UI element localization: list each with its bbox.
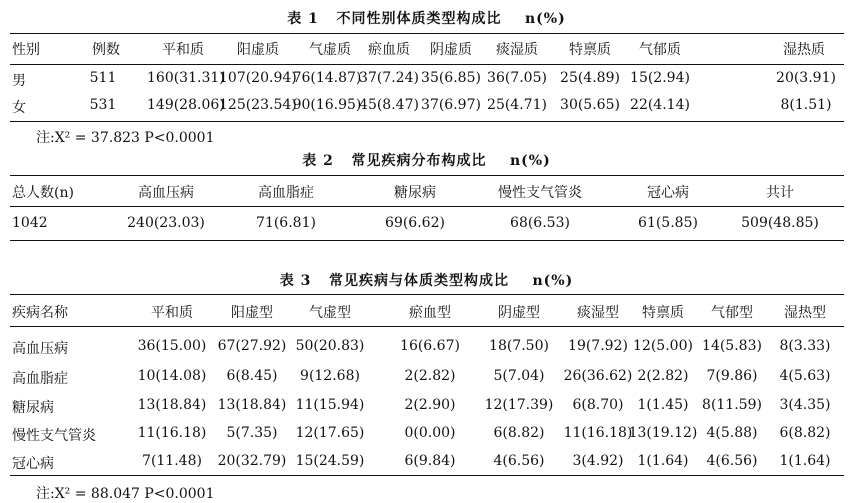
table2-header-cell: 高血压病 bbox=[138, 185, 194, 201]
table3-header-cell: 特禀质 bbox=[642, 305, 684, 321]
table1-cell: 76(14.87) bbox=[292, 70, 362, 86]
table3-cell: 67(27.92) bbox=[217, 338, 287, 354]
table2-bottom-rule bbox=[10, 240, 844, 241]
table1-cell: 37(7.24) bbox=[359, 70, 419, 86]
table3-cell: 13(18.84) bbox=[217, 397, 287, 413]
table1-cell: 149(28.06) bbox=[147, 97, 225, 113]
table3-cell: 2(2.82) bbox=[404, 368, 456, 384]
table1-cell: 35(6.85) bbox=[421, 70, 481, 86]
table3-cell: 5(7.35) bbox=[226, 425, 278, 441]
table1-note: 注:X² = 37.823 P<0.0001 bbox=[36, 130, 215, 146]
table1-header-rule bbox=[10, 64, 844, 65]
table1-header-cell: 平和质 bbox=[162, 42, 204, 58]
table1-cell: 15(2.94) bbox=[630, 70, 690, 86]
table2-cell: 71(6.81) bbox=[256, 215, 316, 231]
table3-cell: 13(18.84) bbox=[137, 397, 207, 413]
table3-cell: 糖尿病 bbox=[12, 400, 54, 416]
table3-cell: 1(1.64) bbox=[637, 453, 689, 469]
table1-cell: 531 bbox=[89, 97, 117, 113]
table3-cell: 12(17.65) bbox=[295, 425, 365, 441]
table1-header-cell: 性别 bbox=[12, 42, 40, 58]
table1-cell: 30(5.65) bbox=[560, 97, 620, 113]
table3-cell: 4(5.88) bbox=[706, 425, 758, 441]
table2-cell: 68(6.53) bbox=[510, 215, 570, 231]
table1-title: 表 1 不同性别体质类型构成比 n(%) bbox=[287, 11, 566, 27]
table2-top-rule bbox=[10, 175, 844, 176]
table3-cell: 2(2.82) bbox=[637, 368, 689, 384]
table3-cell: 26(36.62) bbox=[563, 368, 633, 384]
table1-cell: 20(3.91) bbox=[776, 70, 836, 86]
table1-cell: 511 bbox=[89, 70, 117, 86]
table1-header-cell: 例数 bbox=[92, 42, 120, 58]
table3-cell: 8(3.33) bbox=[779, 338, 831, 354]
table3-header-cell: 湿热型 bbox=[784, 305, 826, 321]
table1-cell: 男 bbox=[12, 73, 26, 89]
table3-cell: 11(16.18) bbox=[137, 425, 207, 441]
table3-cell: 12(5.00) bbox=[633, 338, 693, 354]
table3-cell: 6(8.82) bbox=[493, 425, 545, 441]
table1-cell: 37(6.97) bbox=[421, 97, 481, 113]
table3-cell: 慢性支气管炎 bbox=[12, 428, 96, 444]
table2-cell: 61(5.85) bbox=[638, 215, 698, 231]
table3-bottom-rule bbox=[10, 475, 844, 476]
table3-header-cell: 瘀血型 bbox=[409, 305, 451, 321]
table3-title: 表 3 常见疾病与体质类型构成比 n(%) bbox=[279, 273, 574, 289]
table3-header-cell: 阴虚型 bbox=[498, 305, 540, 321]
table3-cell: 14(5.83) bbox=[702, 338, 762, 354]
table1-cell: 125(23.54) bbox=[219, 97, 297, 113]
table3-cell: 7(11.48) bbox=[142, 453, 202, 469]
table1-header-cell: 阴虚质 bbox=[430, 42, 472, 58]
table3-cell: 0(0.00) bbox=[404, 425, 456, 441]
table3-cell: 20(32.79) bbox=[217, 453, 287, 469]
table1-cell: 160(31.31) bbox=[147, 70, 225, 86]
table1-cell: 107(20.94) bbox=[219, 70, 297, 86]
table1-cell: 36(7.05) bbox=[487, 70, 547, 86]
table3-cell: 1(1.45) bbox=[637, 397, 689, 413]
table2-header-rule bbox=[10, 206, 844, 207]
table3-cell: 11(16.18) bbox=[563, 425, 633, 441]
table3-cell: 15(24.59) bbox=[295, 453, 365, 469]
table2-cell: 1042 bbox=[12, 215, 48, 231]
table1-cell: 25(4.71) bbox=[487, 97, 547, 113]
table3-cell: 1(1.64) bbox=[779, 453, 831, 469]
table3-cell: 16(6.67) bbox=[400, 338, 460, 354]
table1-cell: 90(16.95) bbox=[292, 97, 362, 113]
table3-cell: 6(8.45) bbox=[226, 368, 278, 384]
table3-cell: 10(14.08) bbox=[137, 368, 207, 384]
table2-header-cell: 总人数(n) bbox=[12, 185, 74, 201]
table3-header-cell: 气郁型 bbox=[711, 305, 753, 321]
table3-cell: 18(7.50) bbox=[489, 338, 549, 354]
table3-header-cell: 气虚型 bbox=[309, 305, 351, 321]
table3-cell: 高血脂症 bbox=[12, 371, 68, 387]
table3-cell: 19(7.92) bbox=[568, 338, 628, 354]
table1-cell: 女 bbox=[12, 100, 26, 116]
table1-cell: 22(4.14) bbox=[630, 97, 690, 113]
table3-cell: 50(20.83) bbox=[295, 338, 365, 354]
table2-header-cell: 共计 bbox=[766, 185, 794, 201]
table2-header-cell: 慢性支气管炎 bbox=[498, 185, 582, 201]
table3-header-cell: 疾病名称 bbox=[12, 305, 68, 321]
table1-header-cell: 痰湿质 bbox=[496, 42, 538, 58]
table1-header-cell: 阳虚质 bbox=[237, 42, 279, 58]
table3-cell: 36(15.00) bbox=[137, 338, 207, 354]
table2-header-cell: 高血脂症 bbox=[258, 185, 314, 201]
table3-cell: 9(12.68) bbox=[300, 368, 360, 384]
table3-cell: 2(2.90) bbox=[404, 397, 456, 413]
table1-cell: 45(8.47) bbox=[359, 97, 419, 113]
table3-cell: 6(8.82) bbox=[779, 425, 831, 441]
table1-cell: 8(1.51) bbox=[780, 97, 832, 113]
table3-cell: 7(9.86) bbox=[706, 368, 758, 384]
table3-header-rule bbox=[10, 326, 844, 327]
table3-cell: 冠心病 bbox=[12, 456, 54, 472]
table3-cell: 3(4.35) bbox=[779, 397, 831, 413]
table1-bottom-rule bbox=[10, 121, 844, 122]
table1-top-rule bbox=[10, 33, 844, 34]
table1-header-cell: 特禀质 bbox=[569, 42, 611, 58]
table3-cell: 13(19.12) bbox=[628, 425, 698, 441]
table3-cell: 11(15.94) bbox=[295, 397, 365, 413]
table3-cell: 5(7.04) bbox=[493, 368, 545, 384]
table3-cell: 3(4.92) bbox=[572, 453, 624, 469]
table1-header-cell: 湿热质 bbox=[783, 42, 825, 58]
table3-cell: 高血压病 bbox=[12, 341, 68, 357]
table2-header-cell: 糖尿病 bbox=[394, 185, 436, 201]
table3-header-cell: 阳虚型 bbox=[231, 305, 273, 321]
table1-header-cell: 气虚质 bbox=[309, 42, 351, 58]
table3-cell: 4(6.56) bbox=[493, 453, 545, 469]
table3-note: 注:X² = 88.047 P<0.0001 bbox=[36, 486, 215, 502]
table3-cell: 4(6.56) bbox=[706, 453, 758, 469]
table2-cell: 240(23.03) bbox=[127, 215, 205, 231]
table3-top-rule bbox=[10, 294, 844, 295]
table2-title: 表 2 常见疾病分布构成比 n(%) bbox=[302, 153, 551, 169]
table1-header-cell: 瘀血质 bbox=[368, 42, 410, 58]
table1-header-cell: 气郁质 bbox=[639, 42, 681, 58]
table3-cell: 4(5.63) bbox=[779, 368, 831, 384]
table3-cell: 8(11.59) bbox=[702, 397, 762, 413]
table2-header-cell: 冠心病 bbox=[647, 185, 689, 201]
table3-header-cell: 痰湿型 bbox=[577, 305, 619, 321]
table1-cell: 25(4.89) bbox=[560, 70, 620, 86]
table3-header-cell: 平和质 bbox=[151, 305, 193, 321]
table3-cell: 12(17.39) bbox=[484, 397, 554, 413]
table3-cell: 6(9.84) bbox=[404, 453, 456, 469]
table2-cell: 69(6.62) bbox=[385, 215, 445, 231]
table2-cell: 509(48.85) bbox=[741, 215, 819, 231]
table3-cell: 6(8.70) bbox=[572, 397, 624, 413]
